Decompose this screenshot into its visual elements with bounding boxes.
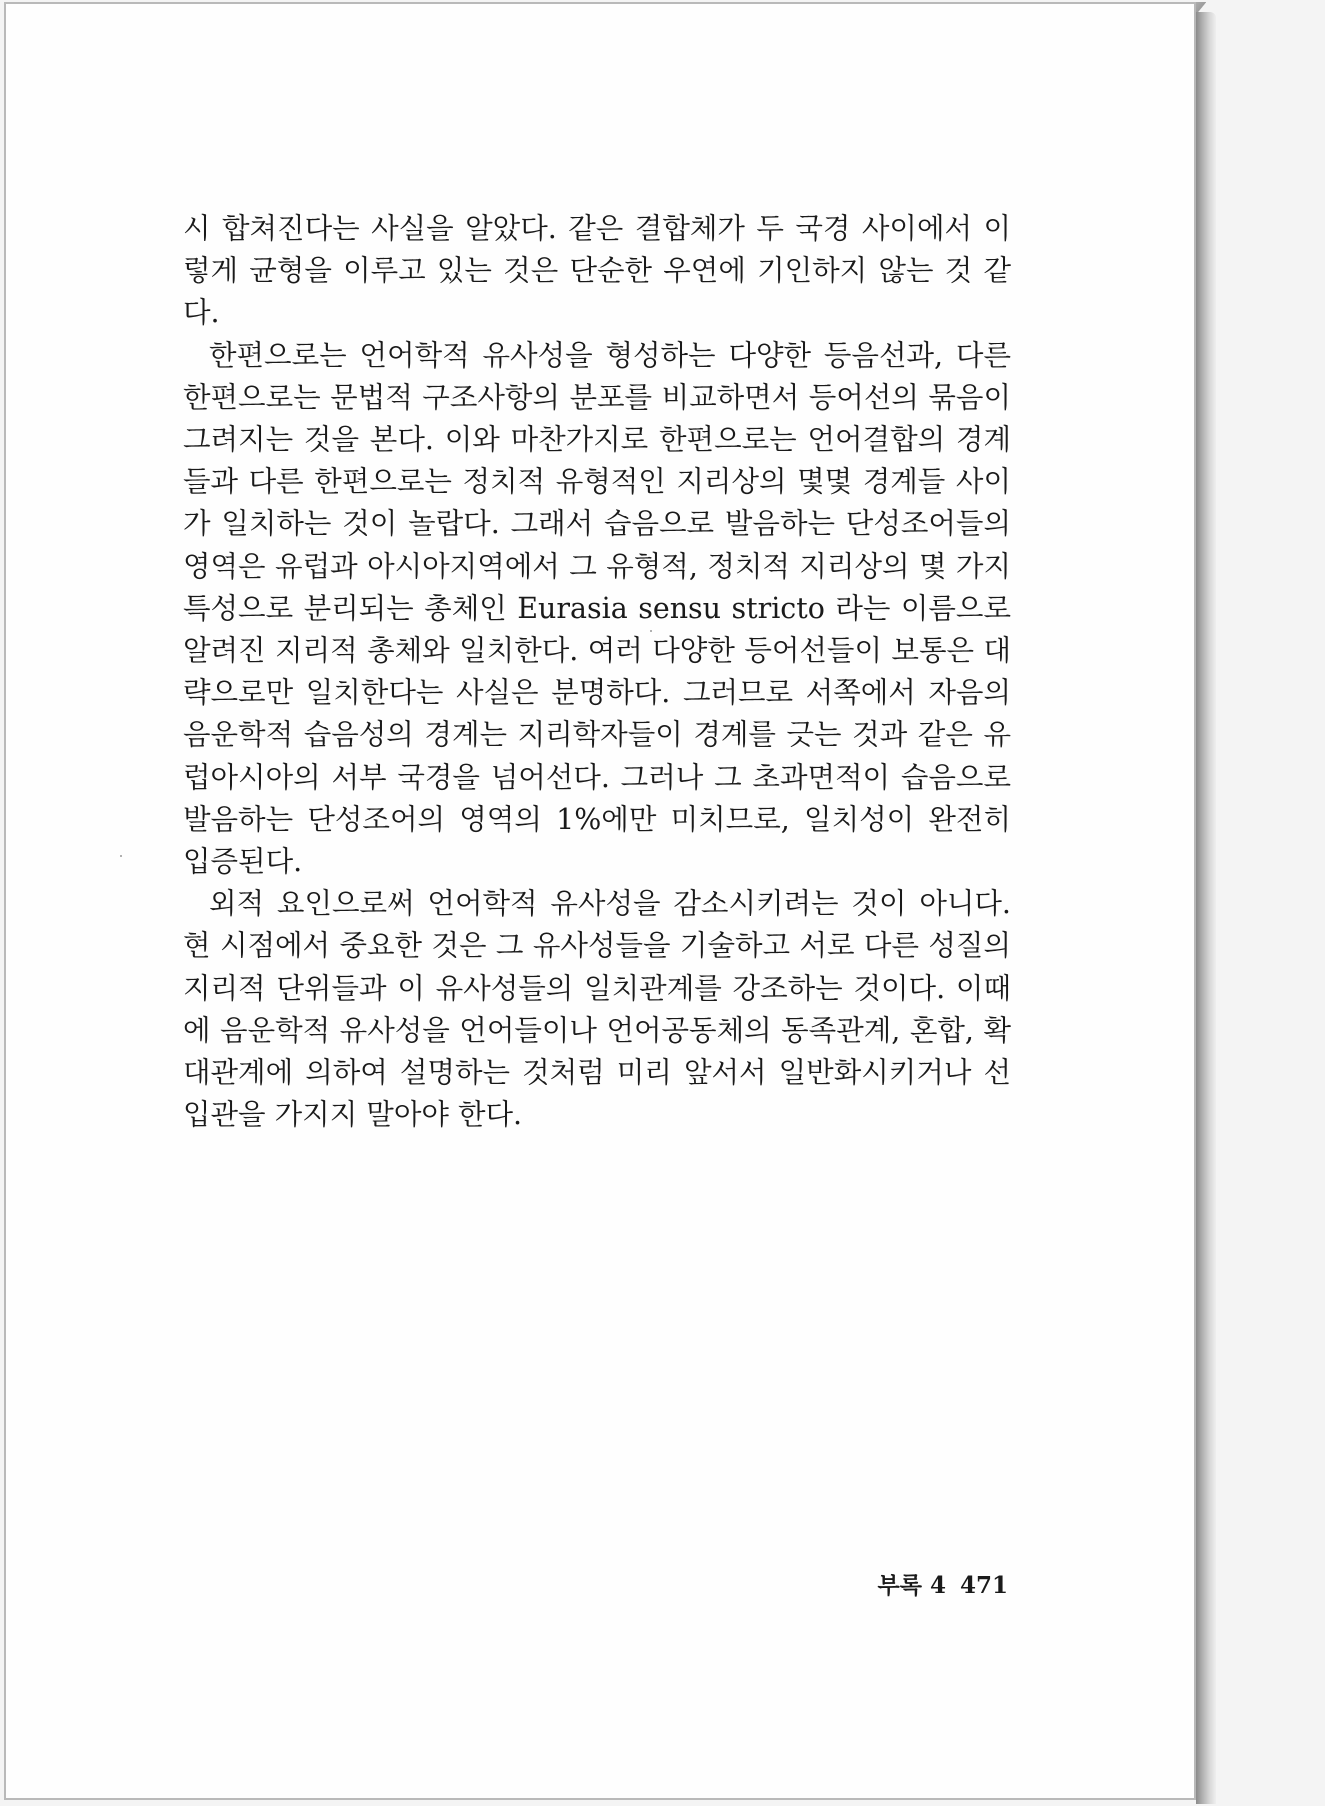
paragraph-3: 외적 요인으로써 언어학적 유사성을 감소시키려는 것이 아니다. 현 시점에서 중요한 것은 그 유사성들을 기술하고 서로 다른 성질의 지리적 단위들과 이 유사성들의 일치관계를 강조하는 것이다. 이때에 음운학적 유사성을 언어들이나 언어공동체의 동족관계, 혼합, 확대관계에 의하여 설명하는 것처럼 미리 앞서서 일반화시키거나 선입관을 가지지 말아야 한다. bbox=[183, 887, 1011, 1132]
paragraph-1: 시 합쳐진다는 사실을 알았다. 같은 결합체가 두 국경 사이에서 이렇게 균형을 이루고 있는 것은 단순한 우연에 기인하지 않는 것 같다. bbox=[183, 212, 1011, 330]
page-footer bbox=[848, 1567, 1008, 1600]
footer-page-number: 471 bbox=[959, 1572, 1008, 1599]
footer-section-label: 부록 4 bbox=[877, 1572, 946, 1599]
body-text bbox=[183, 208, 1011, 1136]
scan-speck bbox=[120, 855, 122, 857]
paragraph-2: 한편으로는 언어학적 유사성을 형성하는 다양한 등음선과, 다른 한편으로는 문법적 구조사항의 분포를 비교하면서 등어선의 묶음이 그려지는 것을 본다. 이와 마찬가지로 한편으로는 언어결합의 경계들과 다른 한편으로는 정치적 유형적인 지리상의 몇몇 경계들 사이가 일치하는 것이 놀랍다. 그래서 습음으로 발음하는 단성조어들의 영역은 유럽과 아시아지역에서 그 유형적, 정치적 지리상의 몇 가지 특성으로 분리되는 총체인 Eurasia sensu stricto 라는 이름으로 알려진 지리적 총체와 일치한다. 여러 다양한 등어선들이 보통은 대략으로만 일치한다는 사실은 분명하다. 그러므로 서쪽에서 자음의 음운학적 습음성의 경계는 지리학자들이 경계를 긋는 것과 같은 유럽아시아의 서부 국경을 넘어선다. 그러나 그 초과면적이 습음으로 발음하는 단성조어의 영역의 1%에만 미치므로, 일치성이 완전히 입증된다. bbox=[183, 338, 1011, 879]
scan-speck bbox=[650, 630, 652, 632]
page-edge-shadow bbox=[1196, 12, 1216, 1804]
